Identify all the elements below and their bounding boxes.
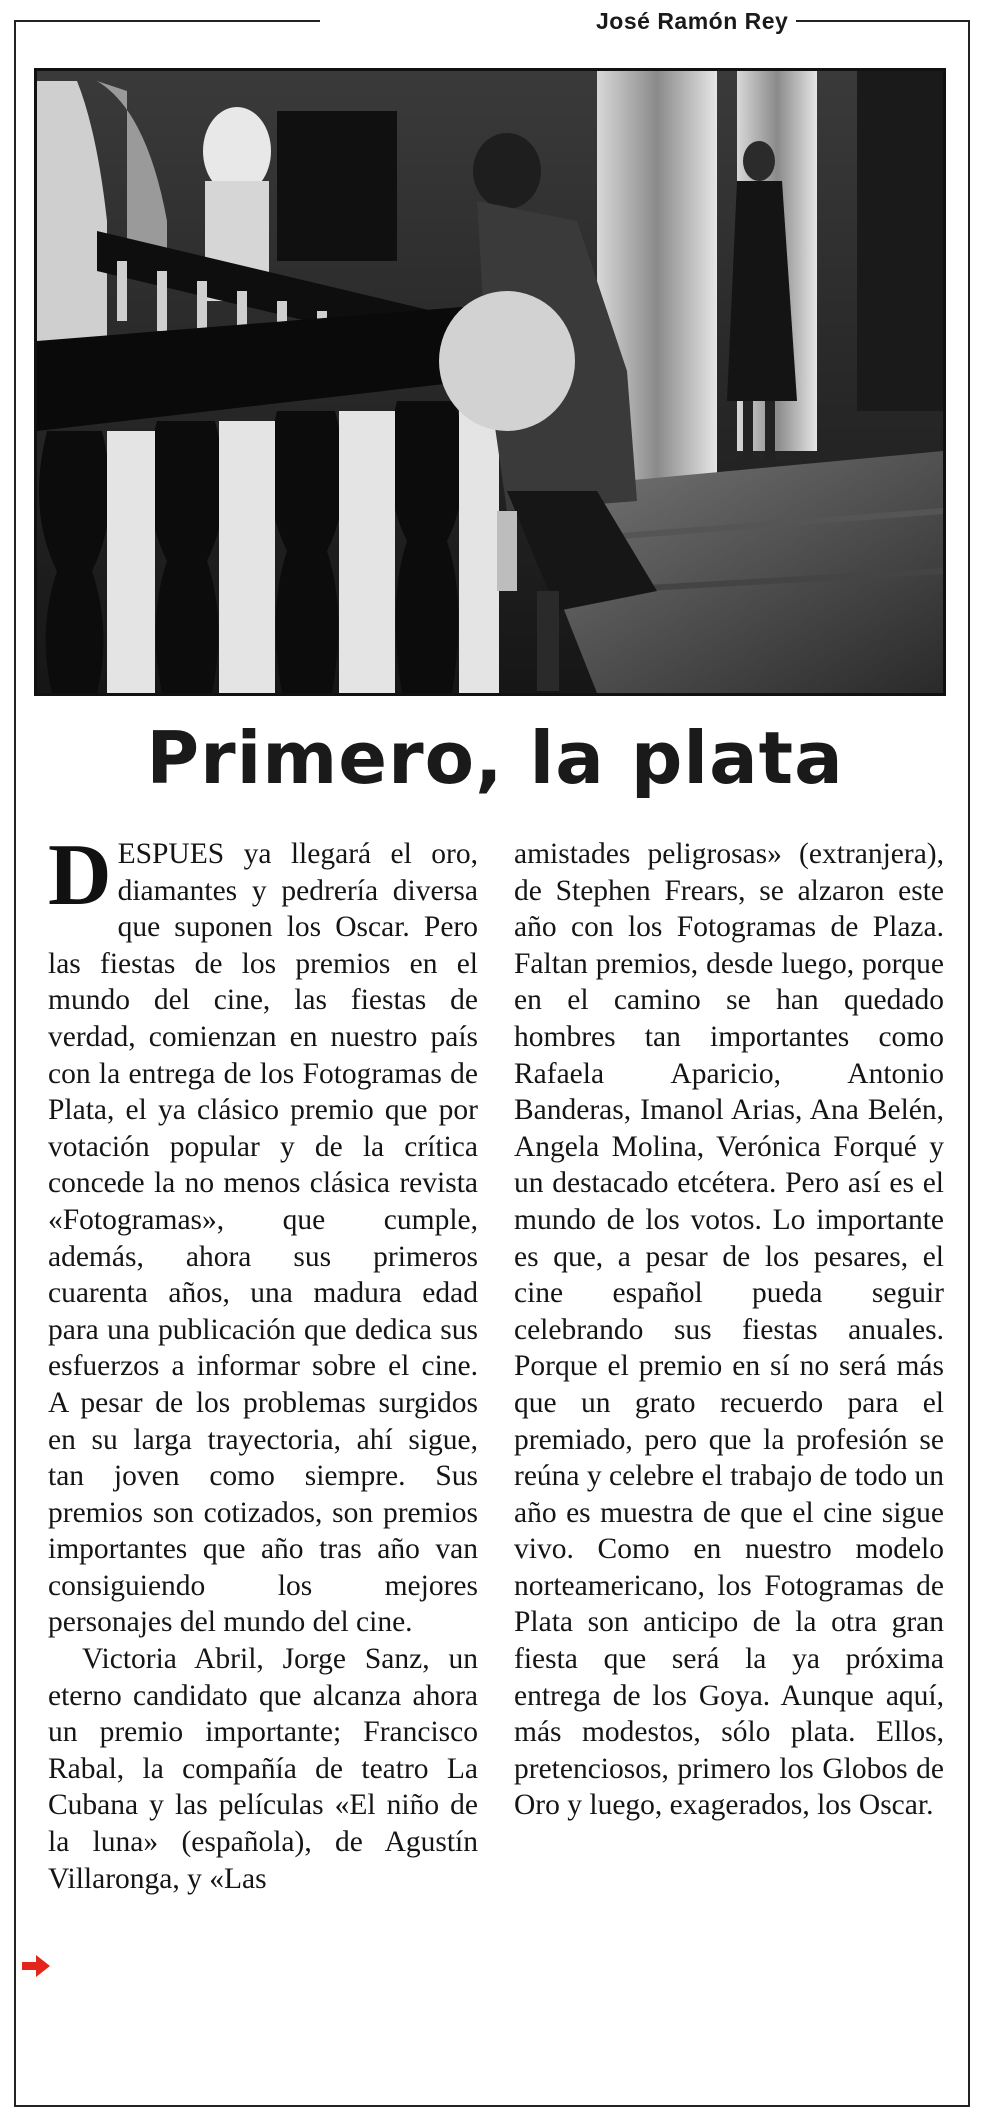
article-column-right: [514, 836, 944, 1824]
headline: Primero, la plata: [146, 716, 844, 800]
drop-cap: D: [48, 827, 112, 924]
paragraph-1-text: ESPUES ya llegará el oro, diamantes y pedrería diversa que suponen los Oscar. Pero las fiestas de los premios en el mundo del cine, las fiestas de verdad, comienzan en nuestro país con la entrega de los Fotogramas de Plata, el ya clásico premio que por votación popular y de la crítica concede la no menos clásica revista «Fotogramas», que cumple, además, ahora sus primeros cuarenta años, una madura edad para una publicación que dedica sus esfuerzos a informar sobre el cine. A pesar de los problemas surgidos en su larga trayectoria, ahí sigue, tan joven como siempre. Sus premios son cotizados, son premios importantes que año tras año van consiguiendo los mejores personajes del mundo del cine.: [48, 838, 478, 1639]
paragraph-2: Victoria Abril, Jorge Sanz, un eterno candidato que alcanza ahora un premio importante; Francisco Rabal, la compañía de teatro La Cubana y las películas «El niño de la luna» (española), de Agustín Villaronga, y «Las: [48, 1643, 478, 1895]
paragraph-1: [48, 827, 478, 1641]
frame-gap: [320, 14, 630, 26]
article-photo: [34, 68, 946, 696]
byline: José Ramón Rey: [588, 8, 796, 35]
article-column-left: [48, 827, 478, 1897]
red-arrow-icon: [22, 1954, 50, 1978]
paragraph-3: amistades peligrosas» (extranjera), de Stephen Frears, se alzaron este año con los Fotogramas de Plaza. Faltan premios, desde luego, porque en el camino se han quedado hombres tan importantes como Rafaela Aparicio, Antonio Banderas, Imanol Arias, Ana Belén, Angela Molina, Verónica Forqué y un destacado etcétera. Pero así es el mundo de los votos. Lo importante es que, a pesar de los pesares, el cine español pueda seguir celebrando sus fiestas anuales. Porque el premio en sí no será más que un grato recuerdo para el premiado, pero que la profesión se reúna y celebre el trabajo de todo un año es muestra de que el cine sigue vivo. Como en nuestro modelo norteamericano, los Fotogramas de Plata son anticipo de la otra gran fiesta que será la ya próxima entrega de los Goya. Aunque aquí, más modestos, sólo plata. Ellos, pretenciosos, primero los Globos de Oro y luego, exagerados, los Oscar.: [514, 838, 945, 1822]
